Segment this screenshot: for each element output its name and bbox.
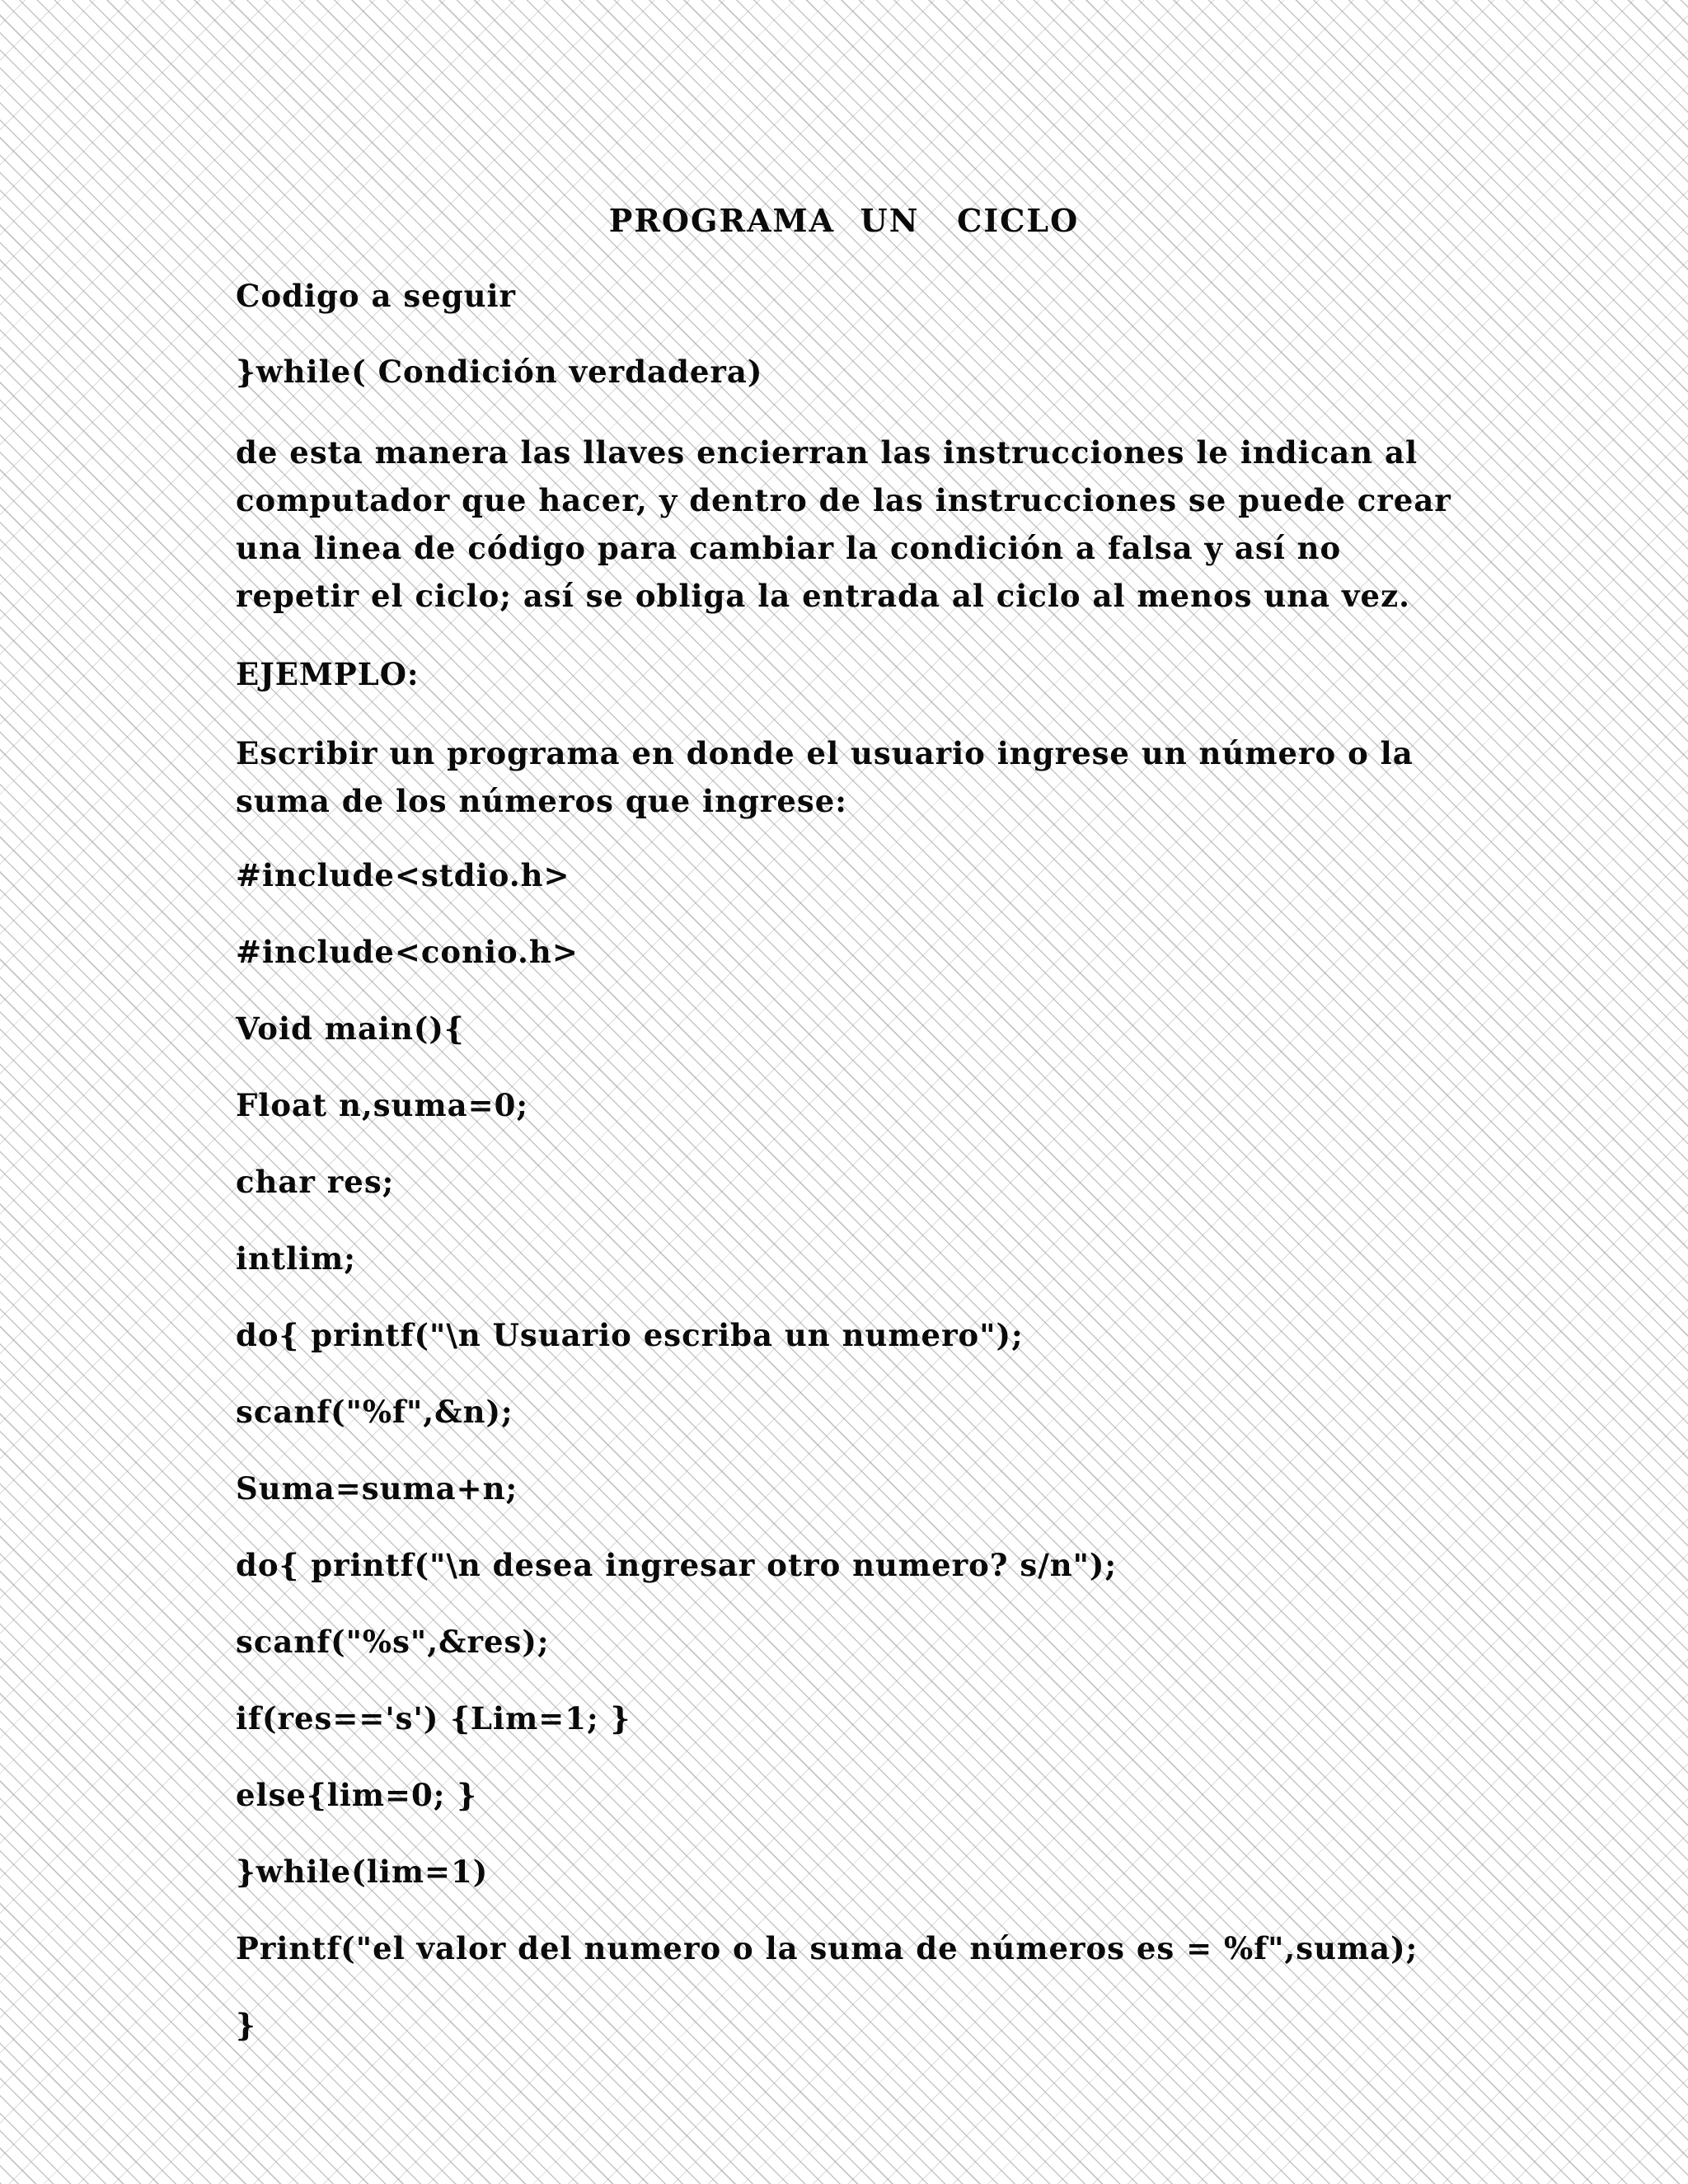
codigo-heading: Codigo a seguir <box>236 278 517 314</box>
task-line: suma de los números que ingrese: <box>236 783 847 819</box>
code-line: } <box>236 2007 256 2043</box>
paragraph-line: repetir el ciclo; así se obliga la entrada al ciclo al menos una vez. <box>236 578 1410 614</box>
page-title: PROGRAMA UN CICLO <box>608 202 1080 239</box>
code-line: #include<stdio.h> <box>236 857 570 893</box>
code-line: char res; <box>236 1164 395 1200</box>
paragraph-line: computador que hacer, y dentro de las instrucciones se puede crear <box>236 482 1451 518</box>
code-line: #include<conio.h> <box>236 934 579 970</box>
code-line: scanf("%s",&res); <box>236 1624 550 1660</box>
code-line: Float n,suma=0; <box>236 1087 528 1123</box>
code-line: scanf("%f",&n); <box>236 1394 513 1430</box>
explanation-paragraph <box>236 429 1451 620</box>
code-line: else{lim=0; } <box>236 1777 478 1813</box>
code-line: do{ printf("\n desea ingresar otro numero? s/n"); <box>236 1547 1118 1583</box>
code-line: if(res=='s') {Lim=1; } <box>236 1700 631 1736</box>
ejemplo-label: EJEMPLO: <box>236 656 420 692</box>
code-line: Void main(){ <box>236 1010 465 1047</box>
code-line: Suma=suma+n; <box>236 1470 518 1507</box>
code-line: do{ printf("\n Usuario escriba un numero"); <box>236 1317 1024 1353</box>
code-line: }while(lim=1) <box>236 1854 489 1890</box>
task-paragraph <box>236 729 1414 825</box>
task-line: Escribir un programa en donde el usuario ingrese un número o la <box>236 735 1414 771</box>
code-line: Printf("el valor del numero o la suma de números es = %f",suma); <box>236 1930 1418 1966</box>
paragraph-line: una linea de código para cambiar la condición a falsa y así no <box>236 530 1342 566</box>
paragraph-line: de esta manera las llaves encierran las instrucciones le indican al <box>236 434 1418 471</box>
code-line: intlim; <box>236 1240 356 1277</box>
while-syntax-line: }while( Condición verdadera) <box>236 354 763 390</box>
